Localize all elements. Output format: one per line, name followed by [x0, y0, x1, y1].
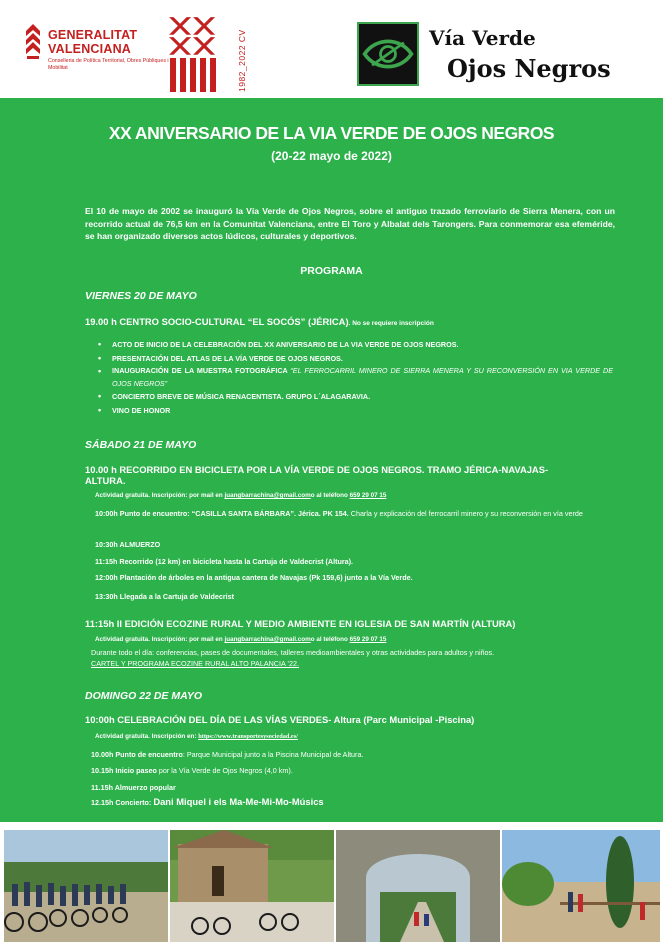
saturday-event-1-info: Actividad gratuita. Inscripción: por mail en juangbarrachina@gmail.como al teléfono 659 29 07 15 [95, 492, 387, 499]
gv-title: GENERALITAT VALENCIANA [48, 28, 138, 56]
saturday-event-2-info: Actividad gratuita. Inscripción: por mail en juangbarrachina@gmail.como al teléfono 659 29 07 15 [95, 636, 387, 643]
program-content [0, 98, 663, 822]
via-verde-logo [357, 22, 649, 88]
saturday-arrival: 13:30h Llegada a la Cartuja de Valdecrist [95, 592, 235, 601]
email-link[interactable]: juangbarrachina@gmail.com [224, 492, 311, 499]
via-verde-eye-icon [357, 22, 419, 86]
page-title: XX ANIVERSARIO DE LA VIA VERDE DE OJOS NEGROS [108, 123, 555, 143]
friday-event: 19.00 h CENTRO SOCIO-CULTURAL “EL SOCÓS” (JÉRICA). No se requiere inscripción [85, 316, 434, 327]
saturday-breakfast: 10:30h ALMUERZO [95, 540, 161, 549]
photo-stone-bridge [336, 830, 500, 942]
saturday-meeting-point: 10:00h Punto de encuentro: “CASILLA SANTA BÁRBARA”. Jérica. PK 154. Charla y explicación del ferrocarril minero y su reconversión en vía verde [95, 509, 583, 518]
list-item: • PRESENTACIÓN DEL ATLAS DE LA VÍA VERDE DE OJOS NEGROS. [98, 352, 613, 366]
sunday-event: 10:00h CELEBRACIÓN DEL DÍA DE LAS VÍAS VERDES- Altura (Parc Municipal -Piscina) [85, 714, 475, 725]
saturday-ride: 11:15h Recorrido (12 km) en bicicleta hasta la Cartuja de Valdecrist (Altura). [95, 557, 354, 566]
photo-tree-path [502, 830, 660, 942]
sunday-walk: 10.15h Inicio paseo por la Vía Verde de Ojos Negros (4,0 km). [91, 766, 293, 775]
list-item: • ACTO DE INICIO DE LA CELEBRACIÓN DEL XX ANIVERSARIO DE LA VIA VERDE DE OJOS NEGROS. [98, 338, 613, 352]
saturday-event-1: 10.00 h RECORRIDO EN BICICLETA POR LA VÍA VERDE DE OJOS NEGROS. TRAMO JÉRICA-NAVAJAS- ALTURA. [85, 464, 549, 486]
gv-department: Conselleria de Política Territorial, Obres Públiques i Mobilitat [48, 58, 169, 71]
day-heading-saturday: SÁBADO 21 DE MAYO [85, 439, 197, 451]
ojos-negros-title: Ojos Negros [447, 54, 611, 83]
day-heading-friday: VIERNES 20 DE MAYO [85, 290, 197, 302]
sunday-concert: 12.15h Concierto: Dani Miquel i els Ma-Me-Mi-Mo-Músics [91, 796, 324, 807]
generalitat-valenciana-logo [22, 22, 169, 82]
phone-link[interactable]: 659 29 07 15 [349, 636, 387, 643]
saturday-plant: 12:00h Plantación de árboles en la antigua cantera de Navajas (Pk 159,6) junto a la Vía Verde. [95, 573, 413, 582]
intro-paragraph: El 10 de mayo de 2002 se inauguró la Vía Verde de Ojos Negros, sobre el antiguo trazado ferroviario de Sierra Menera, con un recorrido actual de 76,5 km en la Comunitat Valenciana, entre El Toro y Albalat dels Tarongers. Para conmemorar esa efeméride, se han organizado diversos actos lúdicos, culturales y deportivos. [85, 206, 615, 241]
phone-link[interactable]: 659 29 07 15 [349, 492, 387, 499]
saturday-event-2: 11:15h II EDICIÓN ECOZINE RURAL Y MEDIO AMBIENTE EN IGLESIA DE SAN MARTÍN (ALTURA) [85, 618, 516, 629]
sunday-meeting-point: 10.00h Punto de encuentro: Parque Municipal junto a la Piscina Municipal de Altura. [91, 750, 364, 759]
via-verde-title: Vía Verde [429, 26, 536, 50]
friday-bullet-list [98, 338, 613, 417]
sunday-event-info: Actividad gratuita. Inscripción en: https://www.transportesysociedad.es/ [95, 733, 298, 740]
page-header [0, 0, 663, 98]
saturday-event-2-desc: Durante todo el día: conferencias, pases de documentales, talleres medioambientales y otras actividades para adultos y niños. [91, 648, 495, 657]
generalitat-emblem-icon [22, 22, 44, 62]
ecozine-program-link[interactable]: CARTEL Y PROGRAMA ECOZINE RURAL ALTO PALANCIA ’22. [91, 659, 299, 668]
photo-station-house [170, 830, 334, 942]
programa-heading: PROGRAMA [300, 265, 363, 277]
day-heading-sunday: DOMINGO 22 DE MAYO [85, 690, 203, 702]
list-item: • CONCIERTO BREVE DE MÚSICA RENACENTISTA. GRUPO L´ALAGARAVIA. [98, 390, 613, 404]
page-subtitle: (20-22 mayo de 2022) [271, 149, 392, 163]
sunday-lunch: 11.15h Almuerzo popular [91, 783, 176, 792]
transportes-link[interactable]: https://www.transportesysociedad.es/ [198, 733, 298, 740]
anniversary-years: 1982_2022 CV [237, 29, 247, 92]
list-item: • INAUGURACIÓN DE LA MUESTRA FOTOGRÁFICA “EL FERROCARRIL MINERO DE SIERRA MENERA Y SU RECONVERSIÓN EN VIA VERDE DE OJOS NEGROS” [98, 365, 613, 390]
photo-cyclists-group [4, 830, 168, 942]
list-item: • VINO DE HONOR [98, 404, 613, 418]
email-link[interactable]: juangbarrachina@gmail.com [224, 636, 311, 643]
photo-strip [0, 822, 663, 950]
